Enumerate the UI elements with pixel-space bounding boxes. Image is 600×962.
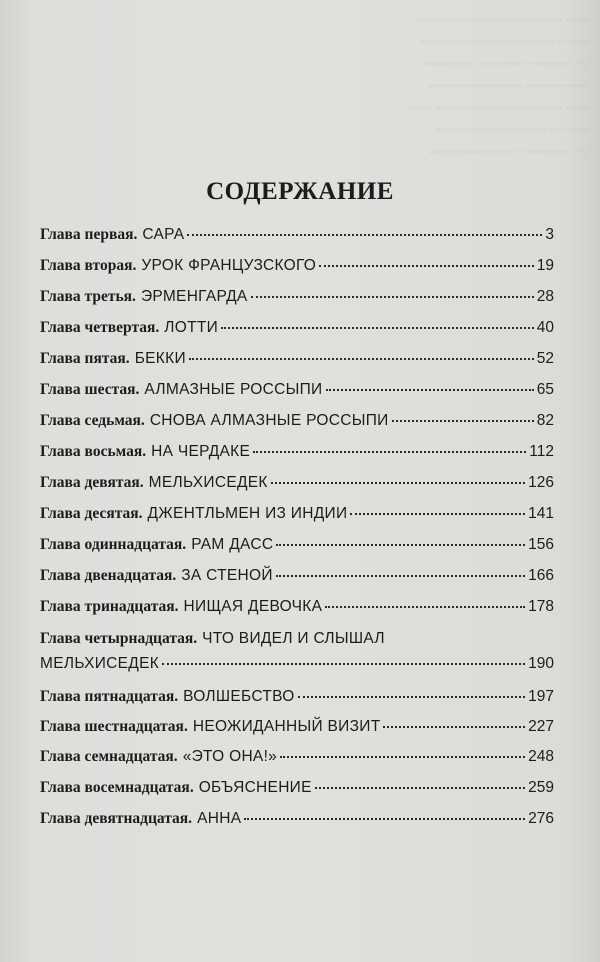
chapter-prefix: Глава пятая. — [40, 350, 130, 367]
page-number: 112 — [529, 443, 554, 460]
leader-dots — [244, 815, 525, 820]
chapter-title: БЕККИ — [134, 350, 186, 367]
page-number: 166 — [528, 567, 554, 584]
leader-dots — [280, 753, 525, 758]
toc-entry — [40, 567, 554, 585]
chapter-title: АННА — [197, 810, 242, 827]
chapter-title: «ЭТО ОНА!» — [182, 748, 278, 765]
chapter-title: НА ЧЕРДАКЕ — [151, 443, 251, 460]
leader-dots — [276, 541, 525, 546]
page-number: 28 — [536, 288, 554, 305]
toc-entry — [40, 474, 554, 492]
leader-dots — [315, 784, 525, 789]
leader-dots — [298, 693, 526, 698]
chapter-prefix: Глава шестая. — [40, 381, 140, 398]
toc-entry-continuation — [40, 655, 554, 673]
chapter-prefix: Глава четвертая. — [40, 319, 160, 336]
chapter-prefix: Глава десятая. — [40, 505, 143, 522]
page-number: 3 — [545, 226, 554, 243]
page-number: 19 — [536, 257, 554, 274]
page-number: 40 — [536, 319, 554, 336]
page-number: 259 — [528, 779, 554, 796]
page-number: 141 — [528, 505, 554, 522]
page-number: 126 — [528, 474, 554, 491]
chapter-title: НИЩАЯ ДЕВОЧКА — [183, 598, 323, 615]
chapter-prefix: Глава третья. — [40, 288, 136, 305]
chapter-prefix: Глава восьмая. — [40, 443, 147, 460]
leader-dots — [189, 355, 534, 360]
toc-entry — [40, 688, 554, 706]
chapter-title-line2: МЕЛЬХИСЕДЕК — [40, 655, 160, 672]
chapter-prefix: Глава тринадцатая. — [40, 598, 179, 615]
chapter-prefix: Глава седьмая. — [40, 412, 145, 429]
chapter-title: ЗА СТЕНОЙ — [181, 567, 273, 584]
leader-dots — [326, 386, 534, 391]
chapter-title: СНОВА АЛМАЗНЫЕ РОССЫПИ — [149, 412, 389, 429]
show-through-text: ~~~ ~~~~ ~~~~~~~~ ~~~~~ ~~~~ ~~~~~~ ~~~~~~~~~~ ~~ ~~~~~ ~~~~~~ ~~~~~~ ~~~~~~~~ ~~ ~~~~~~~~~ ~~~ ~~~~~~ ~~~~~~~~~ ~~~ ~~~~~ ~~~~~~ ~~~~~~~ ~~ ~~~~~~ ~~~~~~~~~~~ — [408, 13, 590, 161]
toc-entry — [40, 505, 554, 523]
toc-entry — [40, 748, 554, 766]
toc-entry — [40, 319, 554, 337]
toc-entry — [40, 810, 554, 828]
toc-entry — [40, 257, 554, 275]
leader-dots — [276, 572, 525, 577]
toc-entry — [40, 288, 554, 306]
chapter-title: ЭРМЕНГАРДА — [140, 288, 248, 305]
chapter-title: МЕЛЬХИСЕДЕК — [148, 474, 268, 491]
leader-dots — [162, 660, 525, 665]
page-number: 197 — [528, 688, 554, 705]
leader-dots — [383, 723, 525, 728]
page-number: 65 — [536, 381, 554, 398]
chapter-prefix: Глава четырнадцатая. — [40, 630, 198, 647]
chapter-prefix: Глава одиннадцатая. — [40, 536, 187, 553]
leader-dots — [271, 479, 525, 484]
leader-dots — [187, 231, 542, 236]
toc-entry — [40, 536, 554, 554]
toc-entry — [40, 779, 554, 797]
chapter-prefix: Глава шестнадцатая. — [40, 718, 188, 735]
toc-entry — [40, 630, 554, 648]
leader-dots — [221, 324, 534, 329]
page-number: 190 — [528, 655, 554, 672]
chapter-prefix: Глава семнадцатая. — [40, 748, 178, 765]
leader-dots — [253, 448, 526, 453]
toc-entry — [40, 226, 554, 244]
chapter-title: ВОЛШЕБСТВО — [183, 688, 295, 705]
page-number: 156 — [528, 536, 554, 553]
chapter-title: ДЖЕНТЛЬМЕН ИЗ ИНДИИ — [147, 505, 348, 522]
chapter-title: САРА — [142, 226, 185, 243]
chapter-title: ЛОТТИ — [164, 319, 219, 336]
chapter-title: АЛМАЗНЫЕ РОССЫПИ — [144, 381, 323, 398]
toc-entry — [40, 350, 554, 368]
chapter-title: ОБЪЯСНЕНИЕ — [198, 779, 312, 796]
page-number: 276 — [528, 810, 554, 827]
leader-dots — [319, 262, 534, 267]
leader-dots — [251, 293, 534, 298]
chapter-title: УРОК ФРАНЦУЗСКОГО — [141, 257, 317, 274]
chapter-prefix: Глава девятнадцатая. — [40, 810, 193, 827]
leader-dots — [392, 417, 534, 422]
toc-entry — [40, 598, 554, 616]
page-number: 227 — [528, 718, 554, 735]
leader-dots — [350, 510, 525, 515]
toc-entry — [40, 381, 554, 399]
toc-entry — [40, 718, 554, 736]
chapter-title: РАМ ДАСС — [191, 536, 274, 553]
page-number: 52 — [536, 350, 554, 367]
page-number: 178 — [528, 598, 554, 615]
chapter-prefix: Глава восемнадцатая. — [40, 779, 194, 796]
chapter-prefix: Глава пятнадцатая. — [40, 688, 179, 705]
chapter-prefix: Глава вторая. — [40, 257, 137, 274]
page-number: 248 — [528, 748, 554, 765]
chapter-prefix: Глава девятая. — [40, 474, 144, 491]
chapter-title: ЧТО ВИДЕЛ И СЛЫШАЛ — [202, 630, 385, 647]
page-number: 82 — [536, 412, 554, 429]
toc-entry — [40, 443, 554, 461]
toc-entry — [40, 412, 554, 430]
chapter-title: НЕОЖИДАННЫЙ ВИЗИТ — [192, 718, 381, 735]
leader-dots — [325, 603, 525, 608]
chapter-prefix: Глава двенадцатая. — [40, 567, 177, 584]
chapter-prefix: Глава первая. — [40, 226, 138, 243]
page-title: СОДЕРЖАНИЕ — [206, 178, 394, 205]
